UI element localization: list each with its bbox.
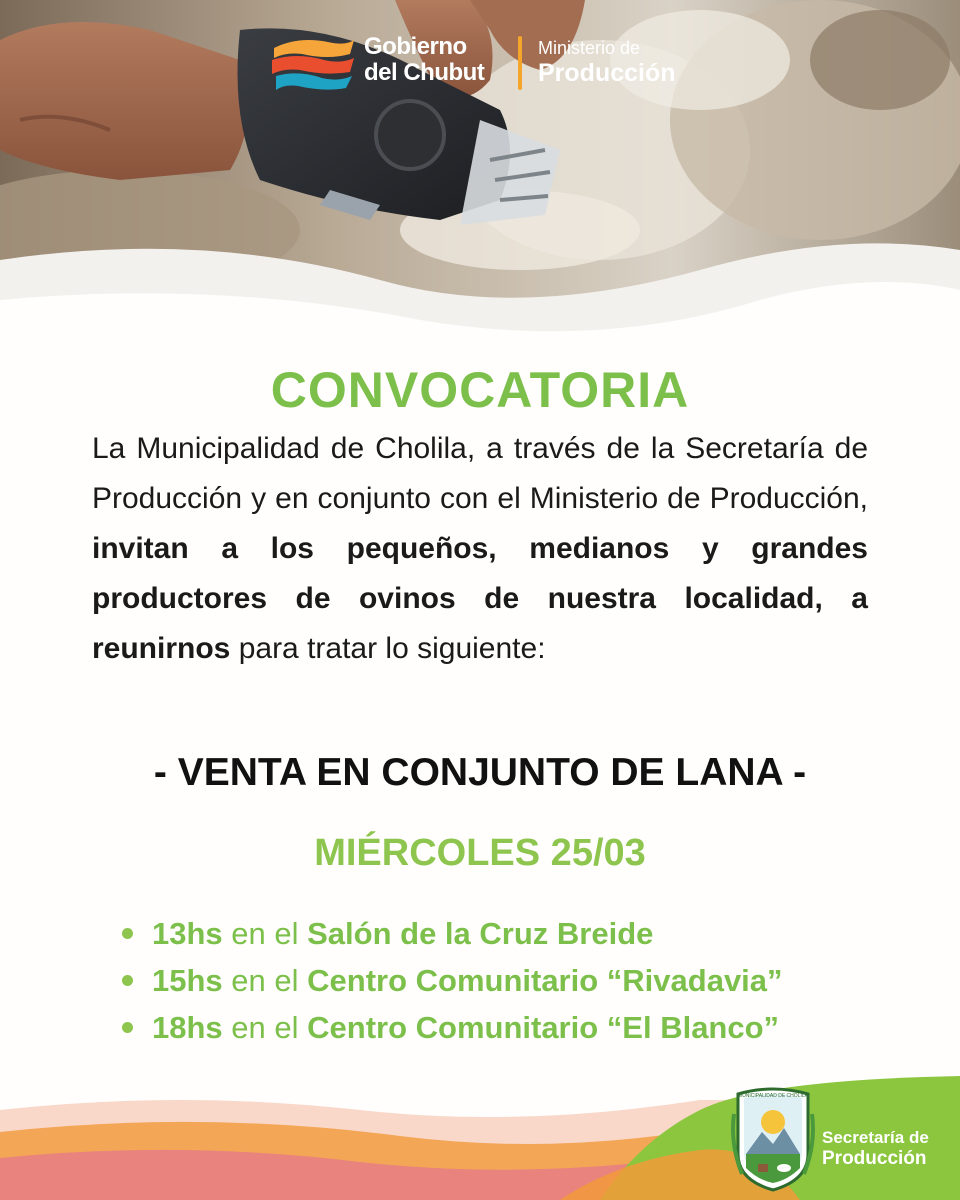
schedule-time: 15hs [152,963,223,998]
schedule-place: Salón de la Cruz Breide [307,916,654,951]
municipalidad-cholila-seal [728,1084,818,1194]
gobierno-chubut-logo [268,30,708,100]
invitation-paragraph [92,424,868,674]
hero-photo [0,0,960,360]
gov-name-line2: del Chubut [364,59,485,86]
paragraph-bold: invitan a los pequeños, medianos y grandes productores de ovinos de nuestra localidad, a reunirnos [92,532,868,665]
secretaria-line2: Producción [822,1148,927,1169]
secretaria-produccion-logo [822,1128,929,1170]
schedule-connector: en el [222,1010,308,1045]
paragraph-intro: La Municipalidad de Cholila, a través de la Secretaría de Producción y en conjunto con el Ministerio de Producción, [92,432,868,515]
ministerio-produccion-text [538,38,676,88]
gov-name-line1: Gobierno [364,33,467,60]
gobierno-chubut-text [364,34,484,86]
schedule-item [122,1004,942,1051]
schedule-place: Centro Comunitario “Rivadavia” [307,963,783,998]
bullet-icon [122,975,133,986]
schedule-item [122,910,942,957]
chubut-logo-icon [268,34,358,92]
schedule-time: 13hs [152,916,223,951]
schedule-connector: en el [222,963,308,998]
bullet-icon [122,1022,133,1033]
ministry-line1: Ministerio de [538,38,641,58]
meeting-topic: - VENTA EN CONJUNTO DE LANA - [153,751,807,794]
paragraph-outro: para tratar lo siguiente: [230,632,546,665]
ministry-line2: Producción [538,59,676,87]
secretaria-line1: Secretaría de [822,1128,929,1147]
bullet-icon [122,928,133,939]
schedule-item [122,957,942,1004]
page-title: CONVOCATORIA [270,362,690,418]
schedule-place: Centro Comunitario “El Blanco” [307,1010,780,1045]
meeting-date: MIÉRCOLES 25/03 [314,832,646,874]
schedule-time: 18hs [152,1010,223,1045]
schedule-list [122,910,942,1051]
logo-divider [518,36,522,90]
seal-text: MUNICIPALIDAD DE CHOLILA [738,1093,808,1099]
schedule-connector: en el [222,916,308,951]
